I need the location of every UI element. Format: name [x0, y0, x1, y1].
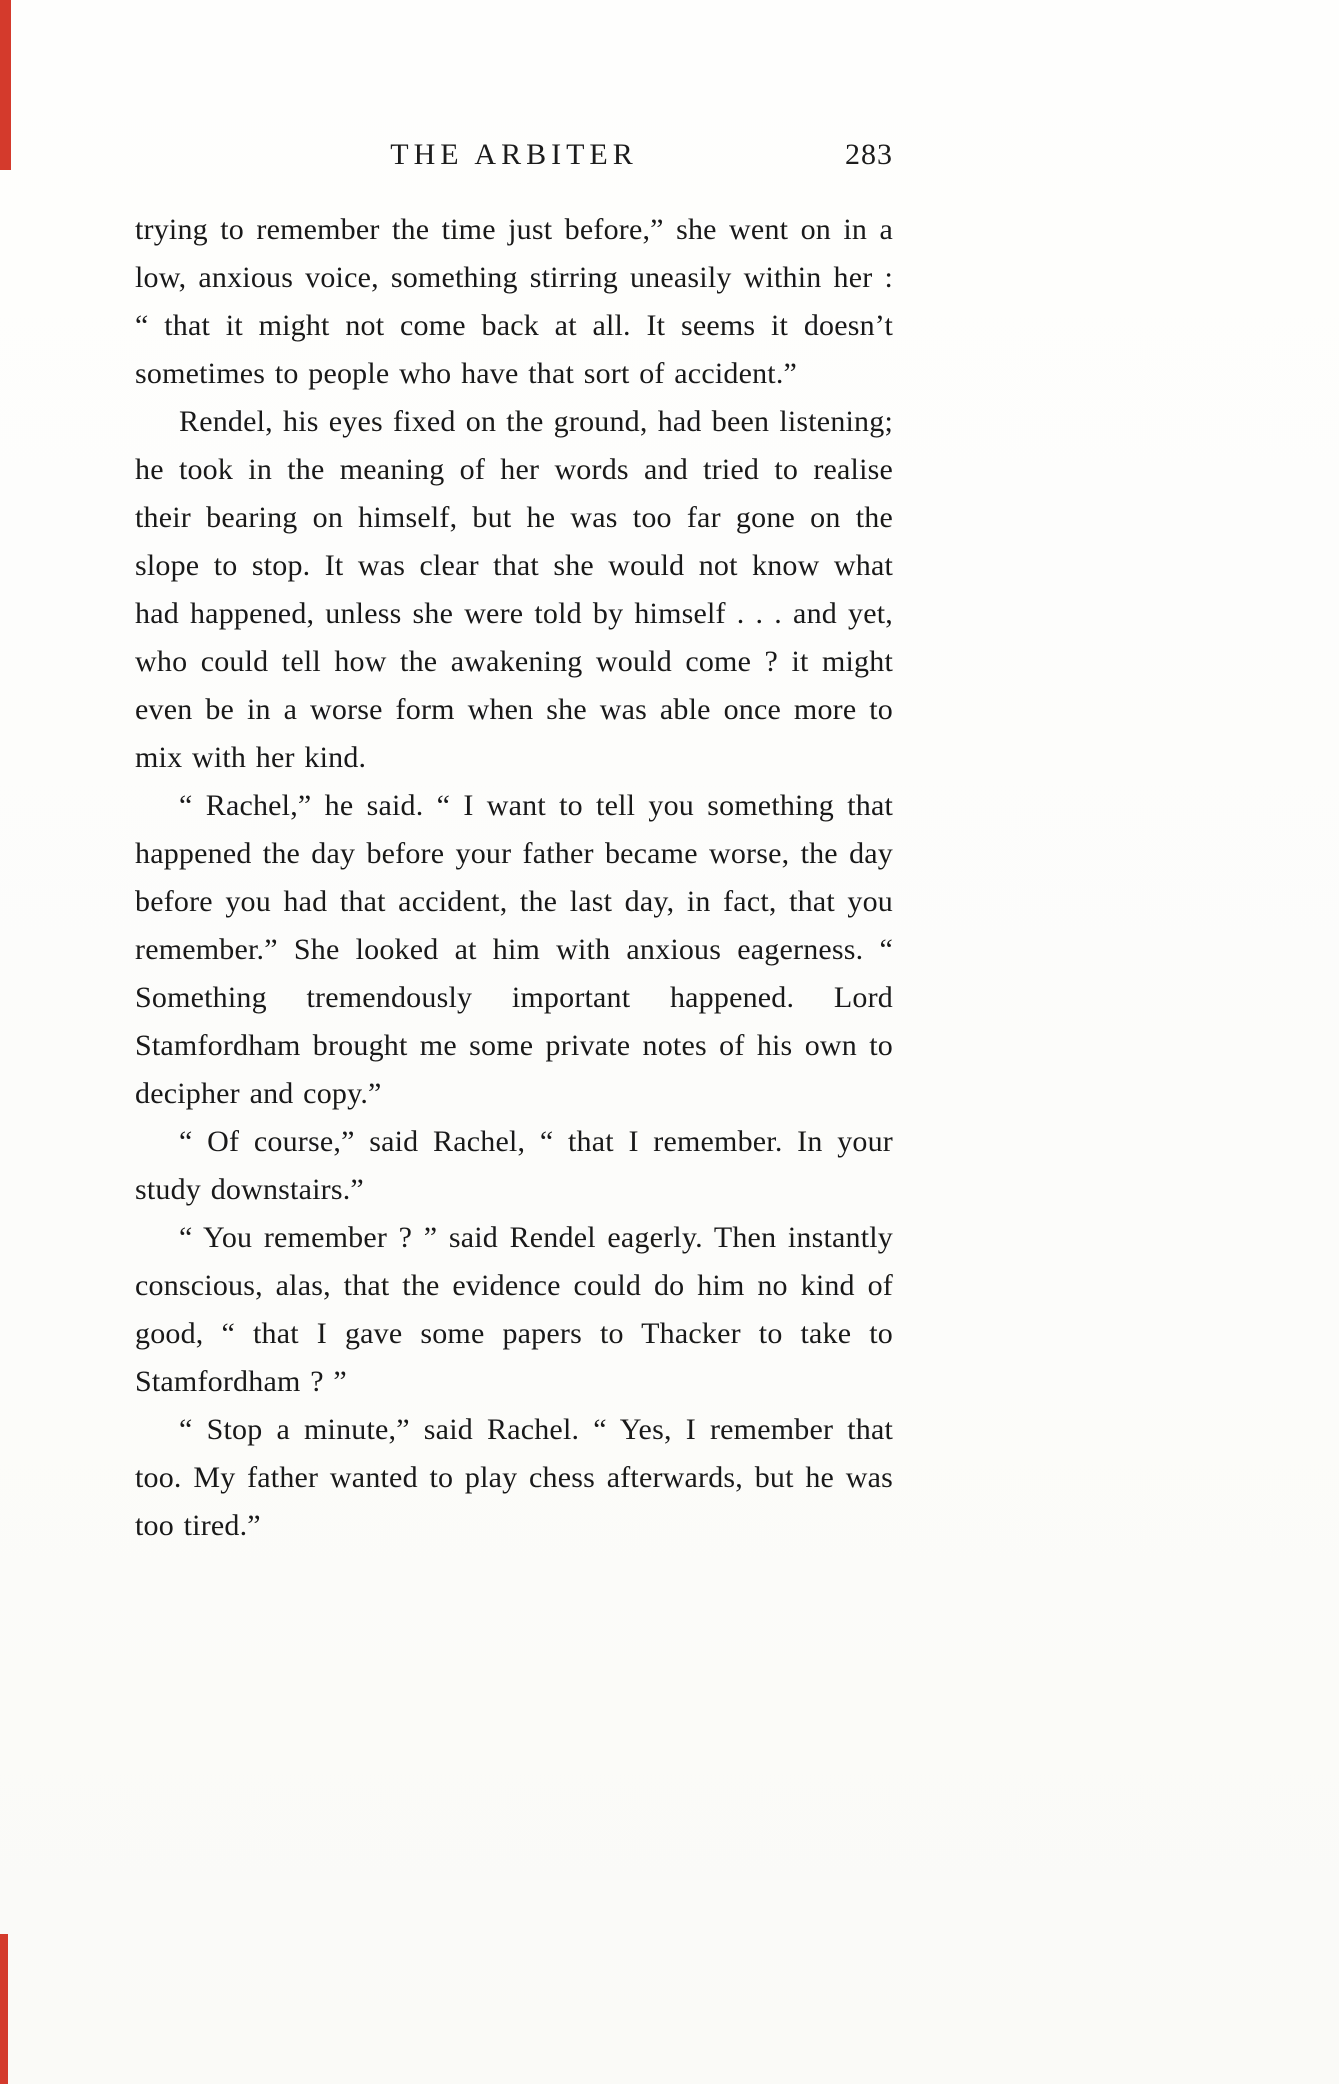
scan-artifact-red-stripe-bottom [0, 1934, 8, 2084]
page-number: 283 [845, 138, 893, 171]
paragraph: “ Rachel,” he said. “ I want to tell you something that happened the day before your father became worse, the day before you had that accident, the last day, in fact, that you remember.” She looked at him with anxious eagerness. “ Something tremendously important happened. Lord Stamfordham brought me some private notes of his own to decipher and copy.” [135, 789, 893, 1110]
running-header [135, 138, 893, 182]
paragraph: “ You remember ? ” said Rendel eagerly. Then instantly conscious, alas, that the evidence could do him no kind of good, “ that I gave some papers to Thacker to take to Stamfordham ? ” [135, 1221, 893, 1398]
paragraph: trying to remember the time just before,” she went on in a low, anxious voice, something stirring uneasily within her : “ that it might not come back at all. It seems it doesn’t sometimes to people who have that sort of accident.” [135, 213, 893, 390]
paragraph: “ Stop a minute,” said Rachel. “ Yes, I remember that too. My father wanted to play chess afterwards, but he was too tired.” [135, 1413, 893, 1542]
page-text [135, 206, 893, 1550]
running-title: THE ARBITER [390, 138, 638, 171]
paragraph: Rendel, his eyes fixed on the ground, had been listening; he took in the meaning of her words and tried to realise their bearing on himself, but he was too far gone on the slope to stop. It was clear that she would not know what had happened, unless she were told by himself . . . and yet, who could tell how the awakening would come ? it might even be in a worse form when she was able once more to mix with her kind. [135, 405, 893, 774]
text-column [135, 138, 893, 1550]
scan-artifact-red-stripe-top [0, 0, 11, 170]
paragraph: “ Of course,” said Rachel, “ that I remember. In your study downstairs.” [135, 1125, 893, 1206]
